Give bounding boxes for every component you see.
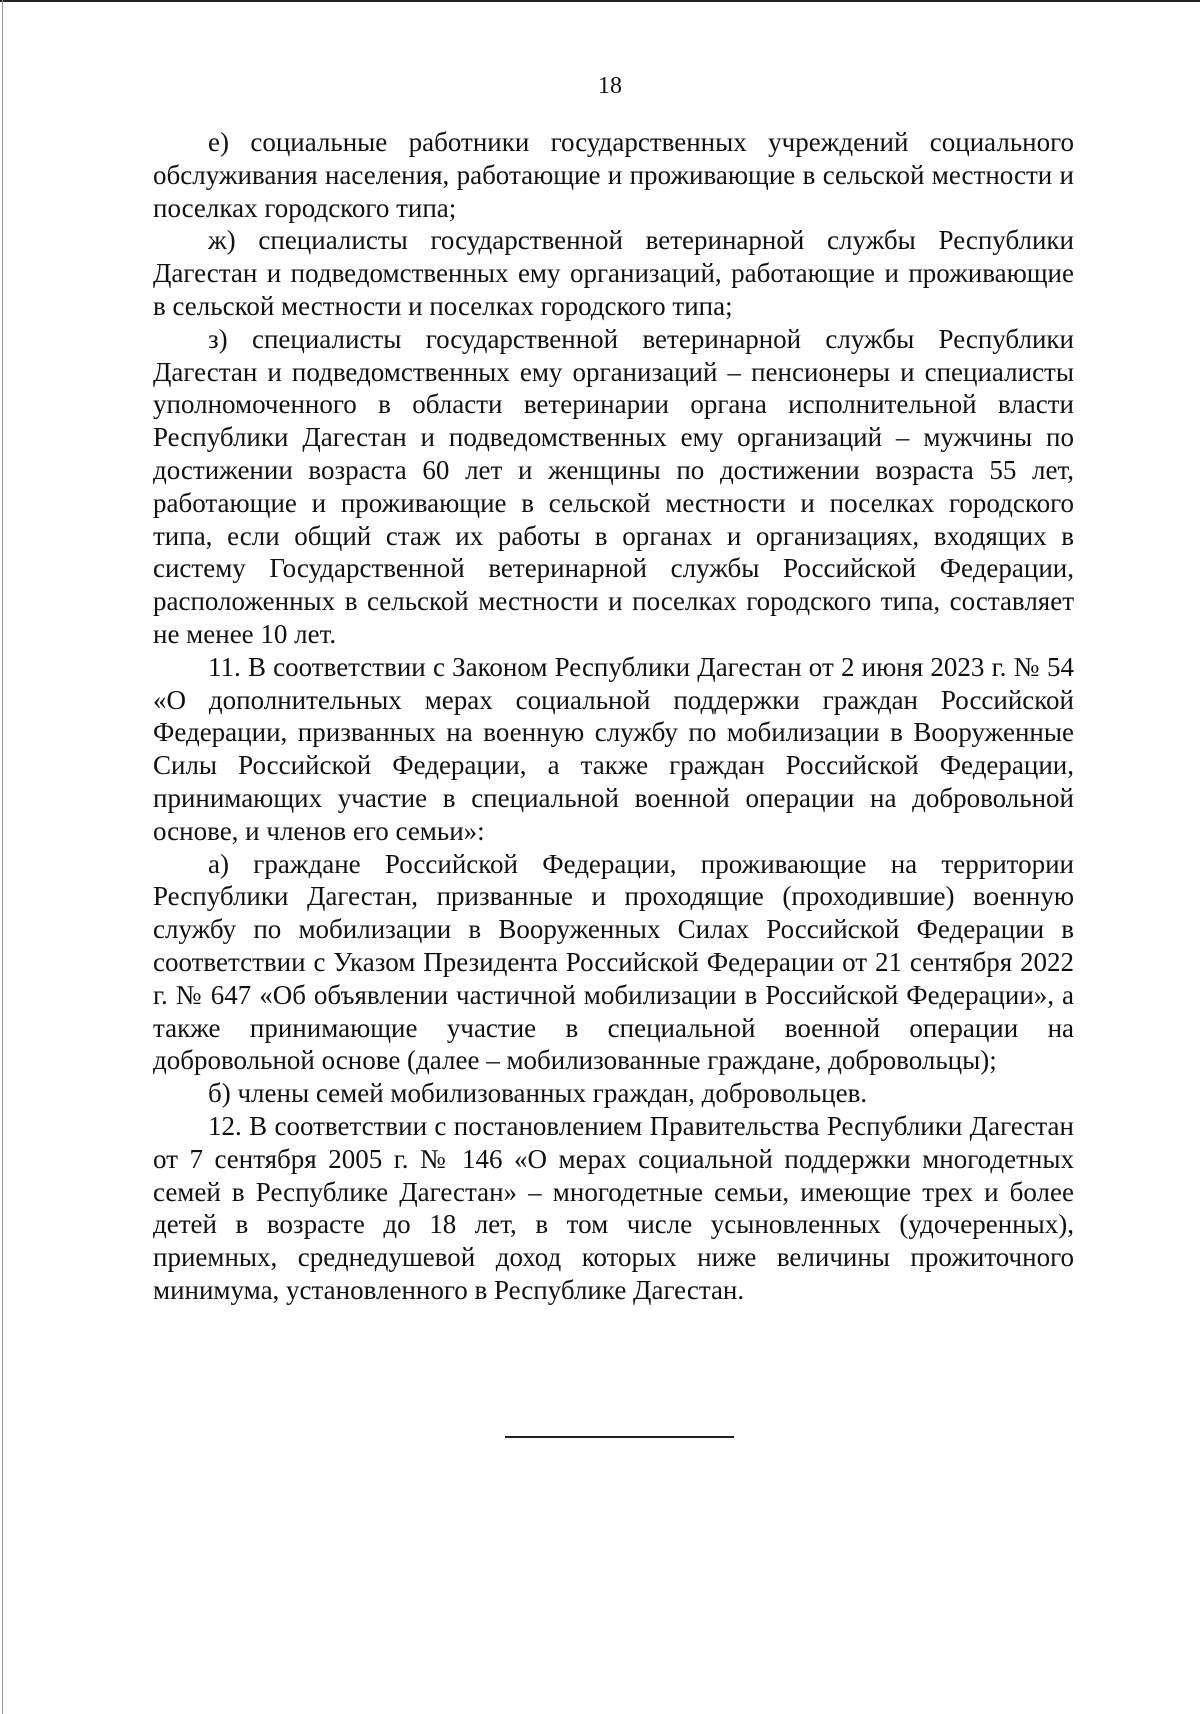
paragraph-b-family-members: б) члены семей мобилизованных граждан, добровольцев. bbox=[208, 1078, 868, 1109]
page-number: 18 bbox=[598, 73, 622, 99]
paragraph-z-veterinary-pensioners: з) специалисты государственной ветеринарной службы Республики Дагестан и подведомственных ему организаций – пенсионеры и специалисты уполномоченного в области ветеринарии органа исполнительной власти Республики Дагестан и подведомственных ему организаций – мужчины по достижении возраста 60 лет и женщины по достижении возраста 55 лет, работающие и проживающие в сельской местности и поселках городского типа, если общий стаж их работы в органах и организациях, входящих в систему Государственной ветеринарной службы Российской Федерации, расположенных в сельской местности и поселках городского типа, составляет не менее 10 лет. bbox=[153, 323, 1074, 649]
document-body bbox=[153, 126, 1074, 1307]
paragraph-12-large-families: 12. В соответствии с постановлением Правительства Республики Дагестан от 7 сентября 2005 г. № 146 «О мерах социальной поддержки многодетных семей в Республике Дагестан» – многодетные семьи, имеющие трех и более детей в возрасте до 18 лет, в том числе усыновленных (удочеренных), приемных, среднедушевой доход которых ниже величины прожиточного минимума, установленного в Республике Дагестан. bbox=[153, 1110, 1074, 1305]
scan-edge-left bbox=[2, 0, 3, 1714]
paragraph-a-mobilized-citizens: а) граждане Российской Федерации, проживающие на территории Республики Дагестан, призванные и проходящие (проходившие) военную службу по мобилизации в Вооруженных Силах Российской Федерации в соответствии с Указом Президента Российской Федерации от 21 сентября 2022 г. № 647 «Об объявлении частичной мобилизации в Российской Федерации», а также принимающие участие в специальной военной операции на добровольной основе (далее – мобилизованные граждане, добровольцы); bbox=[153, 848, 1074, 1076]
paragraph-11-mobilization-law: 11. В соответствии с Законом Республики Дагестан от 2 июня 2023 г. № 54 «О дополнительных мерах социальной поддержки граждан Российской Федерации, призванных на военную службу по мобилизации в Вооруженные Силы Российской Федерации, а также граждан Российской Федерации, принимающих участие в специальной военной операции на добровольной основе, и членов его семьи»: bbox=[153, 651, 1074, 846]
closing-divider-line bbox=[505, 1436, 734, 1438]
paragraph-zh-veterinary-specialists: ж) специалисты государственной ветеринарной службы Республики Дагестан и подведомственных ему организаций, работающие и проживающие в сельской местности и поселках городского типа; bbox=[153, 225, 1074, 321]
paragraph-e-social-workers: е) социальные работники государственных учреждений социального обслуживания населения, работающие и проживающие в сельской местности и поселках городского типа; bbox=[153, 127, 1074, 223]
scan-edge-top bbox=[0, 0, 1200, 2]
